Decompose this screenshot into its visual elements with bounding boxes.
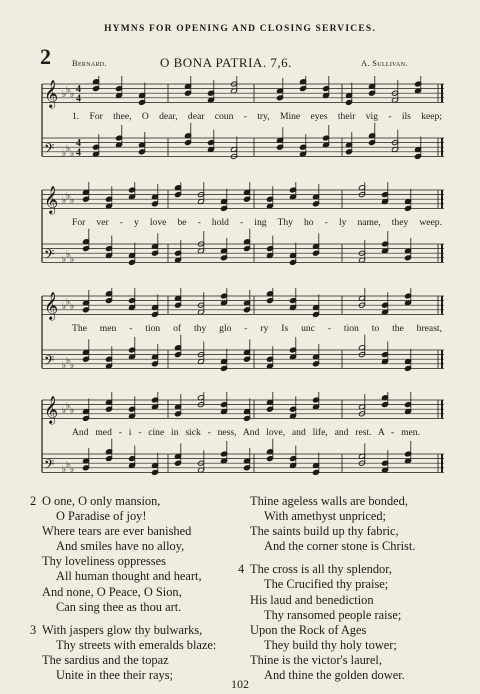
hymn-title: O BONA PATRIA. 7,6.	[160, 55, 292, 70]
verse	[238, 562, 415, 683]
svg-text:♭: ♭	[66, 190, 71, 201]
verse-line: O Paradise of joy!	[56, 509, 147, 524]
verse	[30, 494, 216, 615]
staff-notation	[36, 76, 446, 172]
music-system	[36, 76, 446, 172]
verse	[250, 494, 415, 554]
svg-text:♭: ♭	[66, 143, 71, 154]
running-head: HYMNS FOR OPENING AND CLOSING SERVICES.	[104, 24, 376, 34]
verse-line: With amethyst unpriced;	[264, 509, 387, 524]
verse-line: Upon the Rock of Ages	[250, 622, 367, 637]
svg-text:♭: ♭	[66, 296, 71, 307]
verse-number: 2	[30, 494, 37, 508]
svg-text:♭: ♭	[62, 463, 67, 474]
svg-text:𝄞: 𝄞	[44, 291, 59, 320]
verse-line: 4 The cross is all thy splendor,	[238, 562, 392, 577]
verse-line: And none, O Peace, O Sion,	[42, 584, 182, 599]
words-attribution: Bernard.	[72, 58, 107, 68]
svg-text:♭: ♭	[66, 355, 71, 366]
svg-text:𝄢: 𝄢	[44, 140, 55, 160]
verse-line: And thine the golden dower.	[264, 668, 405, 683]
verse-line: Thine ageless walls are bonded,	[250, 494, 408, 508]
svg-text:4: 4	[76, 93, 81, 105]
lyric-line: 1. For thee, O dear, dear coun - try, Mine eyes their vig - ils keep;	[72, 111, 442, 122]
verse-number: 3	[30, 622, 37, 637]
svg-text:♭: ♭	[62, 405, 67, 416]
svg-text:♭: ♭	[70, 89, 75, 100]
svg-text:♭: ♭	[70, 253, 75, 264]
music-system	[36, 288, 446, 384]
verse-line: Unite in thee their rays;	[56, 668, 173, 683]
verse-line: The sardius and the topaz	[42, 652, 169, 667]
verse-line: His laud and benediction	[250, 592, 374, 607]
svg-text:𝄞: 𝄞	[44, 185, 59, 214]
svg-text:♭: ♭	[70, 359, 75, 370]
lyric-line: For ver - y love be - hold - ing Thy ho - ly name, they weep.	[72, 217, 442, 228]
music-system	[36, 392, 446, 488]
verse-line: 3 With jaspers glow thy bulwarks,	[30, 622, 203, 637]
svg-text:♭: ♭	[62, 301, 67, 312]
svg-text:4: 4	[76, 138, 81, 150]
svg-text:𝄞: 𝄞	[44, 395, 59, 424]
verse-line: Thy ransomed people raise;	[264, 607, 402, 622]
svg-text:♭: ♭	[66, 84, 71, 95]
page-number: 102	[231, 677, 249, 691]
verse-line: And the corner stone is Christ.	[264, 539, 416, 554]
verse-line: Thine is the victor's laurel,	[250, 652, 382, 667]
svg-text:♭: ♭	[66, 400, 71, 411]
svg-text:𝄢: 𝄢	[44, 456, 55, 476]
svg-text:♭: ♭	[62, 147, 67, 158]
svg-text:♭: ♭	[66, 249, 71, 260]
verses-left-column	[30, 494, 217, 691]
svg-text:♭: ♭	[70, 301, 75, 312]
verse-line: All human thought and heart,	[56, 569, 202, 584]
hymn-number: 2	[40, 44, 51, 69]
verse-line: Where tears are ever banished	[42, 524, 192, 539]
staff-notation	[36, 288, 446, 384]
verse-line: The Crucified thy praise;	[264, 577, 389, 592]
verse	[30, 622, 217, 683]
svg-text:♭: ♭	[70, 147, 75, 158]
lyric-line: And med - i - cine in sick - ness, And love, and life, and rest. A - men.	[72, 427, 420, 438]
svg-text:♭: ♭	[70, 405, 75, 416]
verse-line: And smiles have no alloy,	[56, 539, 185, 554]
svg-text:4: 4	[76, 147, 81, 159]
svg-text:♭: ♭	[62, 195, 67, 206]
svg-text:♭: ♭	[70, 463, 75, 474]
staff-notation	[36, 392, 446, 488]
lyric-line: The men - tion of thy glo - ry Is unc - tion to the breast,	[72, 323, 442, 334]
svg-text:♭: ♭	[66, 459, 71, 470]
verse-line: They build thy holy tower;	[264, 637, 397, 652]
verse-line: Thy streets with emeralds blaze:	[56, 637, 217, 652]
verse-line: 2 O one, O only mansion,	[30, 494, 161, 508]
verse-line: Can sing thee as thou art.	[56, 599, 182, 614]
staff-notation	[36, 182, 446, 278]
svg-text:𝄞: 𝄞	[44, 79, 59, 108]
svg-text:♭: ♭	[62, 253, 67, 264]
svg-text:𝄢: 𝄢	[44, 352, 55, 372]
music-system	[36, 182, 446, 278]
svg-text:♭: ♭	[62, 89, 67, 100]
svg-text:4: 4	[76, 84, 81, 96]
svg-text:𝄢: 𝄢	[44, 246, 55, 266]
svg-text:♭: ♭	[62, 359, 67, 370]
verse-line: The saints build up thy fabric,	[250, 524, 399, 539]
verse-number: 4	[238, 562, 245, 577]
music-attribution: A. Sullivan.	[361, 58, 408, 68]
verse-line: Thy loveliness oppresses	[42, 554, 166, 569]
svg-text:♭: ♭	[70, 195, 75, 206]
